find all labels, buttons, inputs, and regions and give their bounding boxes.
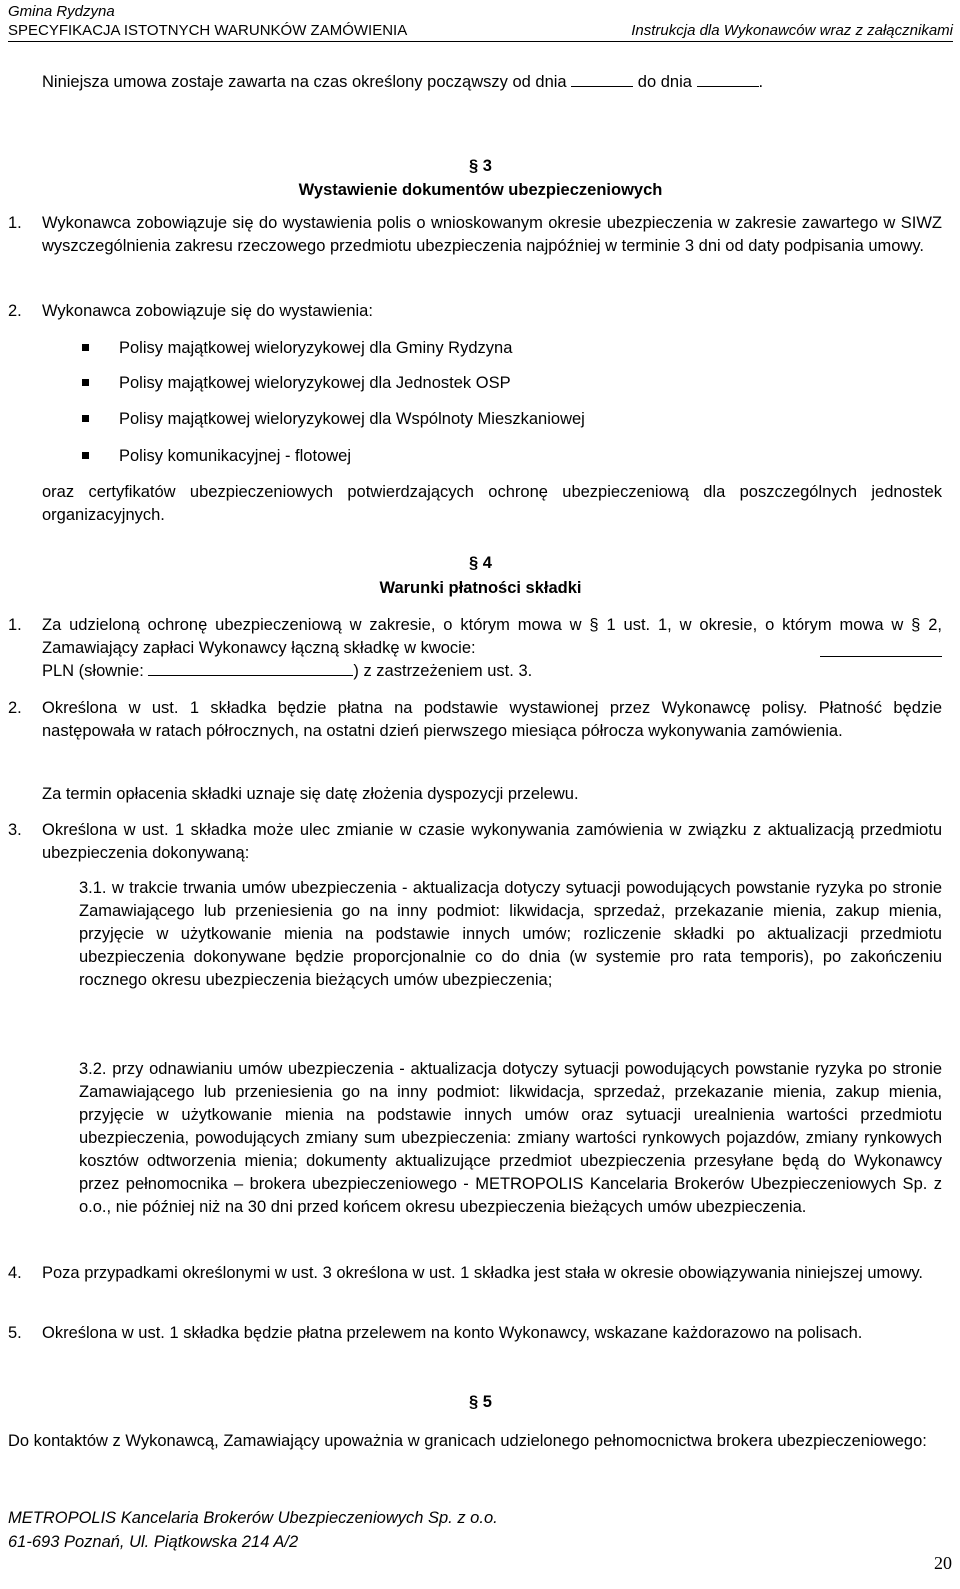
- intro-text: Niniejsza umowa zostaje zawarta na czas określony począwszy od dnia: [42, 73, 567, 91]
- s4-subparagraph-3-1: 3.1. w trakcie trwania umów ubezpieczenia - aktualizacja dotyczy sytuacji powodujących powstanie ryzyka po stronie Zamawiającego lub przeniesienia go na inny podmiot: likwidacja, sprzedaż, przekazanie mienia, zakup mienia, przyjęcie w użytkowanie mienia na podstawie innych umów; rozliczenie składki po aktualizacji przedmiotu ubezpieczenia dokonywane będzie proporcjonalnie co do dnia (w systemie pro rata temporis), po zakończeniu rocznego okresu ubezpieczenia bieżących umów ubezpieczenia;: [79, 879, 942, 989]
- page-number: 20: [934, 1553, 952, 1573]
- bullet-square-icon: [82, 344, 89, 351]
- s4-p5-number: 5.: [8, 1324, 22, 1342]
- s5-paragraph-1: Do kontaktów z Wykonawcą, Zamawiający upoważnia w granicach udzielonego pełnomocnictwa brokera ubezpieczeniowego:: [8, 1432, 927, 1450]
- bullet-square-icon: [82, 452, 89, 459]
- s4-p4-number: 4.: [8, 1264, 22, 1282]
- section-3-number: § 3: [469, 157, 492, 175]
- header-org: Gmina Rydzyna: [8, 3, 115, 20]
- broker-name: METROPOLIS Kancelaria Brokerów Ubezpieczeniowych Sp. z o.o.: [8, 1509, 498, 1527]
- s4-paragraph-1: Za udzieloną ochronę ubezpieczeniową w zakresie, o którym mowa w § 1 ust. 1, w okresie, o którym mowa w § 2, Zamawiający zapłaci Wykonawcy łączną składkę w kwocie:: [42, 616, 942, 657]
- s4-paragraph-2: Określona w ust. 1 składka będzie płatna na podstawie wystawionej przez Wykonawcę polisy. Płatność będzie następowała w ratach półrocznych, na ostatni dzień pierwszego miesiąca półrocza wykonywania zamówienia.: [42, 699, 942, 740]
- s4-paragraph-3: Określona w ust. 1 składka może ulec zmianie w czasie wykonywania zamówienia w związku z aktualizacją przedmiotu ubezpieczenia dokonywaną:: [42, 821, 942, 862]
- s3-paragraph-1: Wykonawca zobowiązuje się do wystawienia polis o wnioskowanym okresie ubezpieczenia w zakresie zawartego w SIWZ wyszczególnienia zakresu rzeczowego przedmiotu ubezpieczenia najpóźniej w terminie 3 dni od daty podpisania umowy.: [42, 214, 942, 255]
- s3-after-list: oraz certyfikatów ubezpieczeniowych potwierdzających ochronę ubezpieczeniową dla poszczególnych jednostek organizacyjnych.: [42, 483, 942, 524]
- s3-paragraph-2: Wykonawca zobowiązuje się do wystawienia:: [42, 302, 373, 320]
- bullet-square-icon: [82, 379, 89, 386]
- end-date-blank: [697, 71, 759, 87]
- s4-paragraph-5: Określona w ust. 1 składka będzie płatna przelewem na konto Wykonawcy, wskazane każdorazowo na polisach.: [42, 1324, 863, 1342]
- s3-p1-number: 1.: [8, 214, 22, 232]
- bullet-square-icon: [82, 415, 89, 422]
- s4-paragraph-4: Poza przypadkami określonymi w ust. 3 określona w ust. 1 składka jest stała w okresie obowiązywania niniejszej umowy.: [42, 1264, 923, 1282]
- intro-end: .: [758, 73, 764, 91]
- s4-paragraph-2b: Za termin opłacenia składki uznaje się datę złożenia dyspozycji przelewu.: [42, 785, 579, 803]
- header-line: [8, 21, 953, 40]
- section-4-number: § 4: [469, 554, 492, 572]
- intro-mid: do dnia: [637, 73, 692, 91]
- section-4-title: Warunki płatności składki: [379, 579, 582, 597]
- section-5-number: § 5: [469, 1393, 492, 1411]
- header-doc-title: SPECYFIKACJA ISTOTNYCH WARUNKÓW ZAMÓWIENIA: [8, 22, 408, 39]
- s4-p3-number: 3.: [8, 821, 22, 839]
- start-date-blank: [571, 71, 633, 87]
- broker-address: 61-693 Poznań, Ul. Piątkowska 214 A/2: [8, 1533, 299, 1551]
- s4-subparagraph-3-2: 3.2. przy odnawianiu umów ubezpieczenia - aktualizacja dotyczy sytuacji powodujących powstanie ryzyka po stronie Zamawiającego lub przeniesienia go na inny podmiot: likwidacja, sprzedaż, przekazanie mienia, zakup mienia, przyjęcie w użytkowanie mienia na podstawie innych umów oraz sytuacji urealnienia wartości przedmiotu ubezpieczenia, powodujących zmiany sum ubezpieczenia: zmiany wartości rynkowych pojazdów, zmiany rynkowych kosztów odtworzenia mienia; dokumenty aktualizujące przedmiot ubezpieczenia przesyłane będą do Wykonawcy przez pełnomocnika – brokera ubezpieczeniowego - METROPOLIS Kancelaria Brokerów Ubezpieczeniowych Sp. z o.o., nie później niż na 30 dni przed końcem okresu ubezpieczenia bieżących umów ubezpieczenia.: [79, 1060, 942, 1216]
- section-3-title: Wystawienie dokumentów ubezpieczeniowych: [298, 181, 663, 199]
- amount-words-blank: [148, 660, 353, 676]
- intro-sentence: [42, 71, 942, 94]
- page-header: [8, 2, 953, 40]
- s4-paragraph-1-amount: PLN (słownie: ) z zastrzeżeniem ust. 3.: [42, 662, 533, 680]
- s3-p2-number: 2.: [8, 302, 22, 320]
- s4-p1-number: 1.: [8, 616, 22, 634]
- header-doc-subtitle: Instrukcja dla Wykonawców wraz z załącznikami: [631, 22, 953, 39]
- header-divider: [8, 41, 953, 42]
- amount-blank: [820, 641, 942, 657]
- s4-p2-number: 2.: [8, 699, 22, 717]
